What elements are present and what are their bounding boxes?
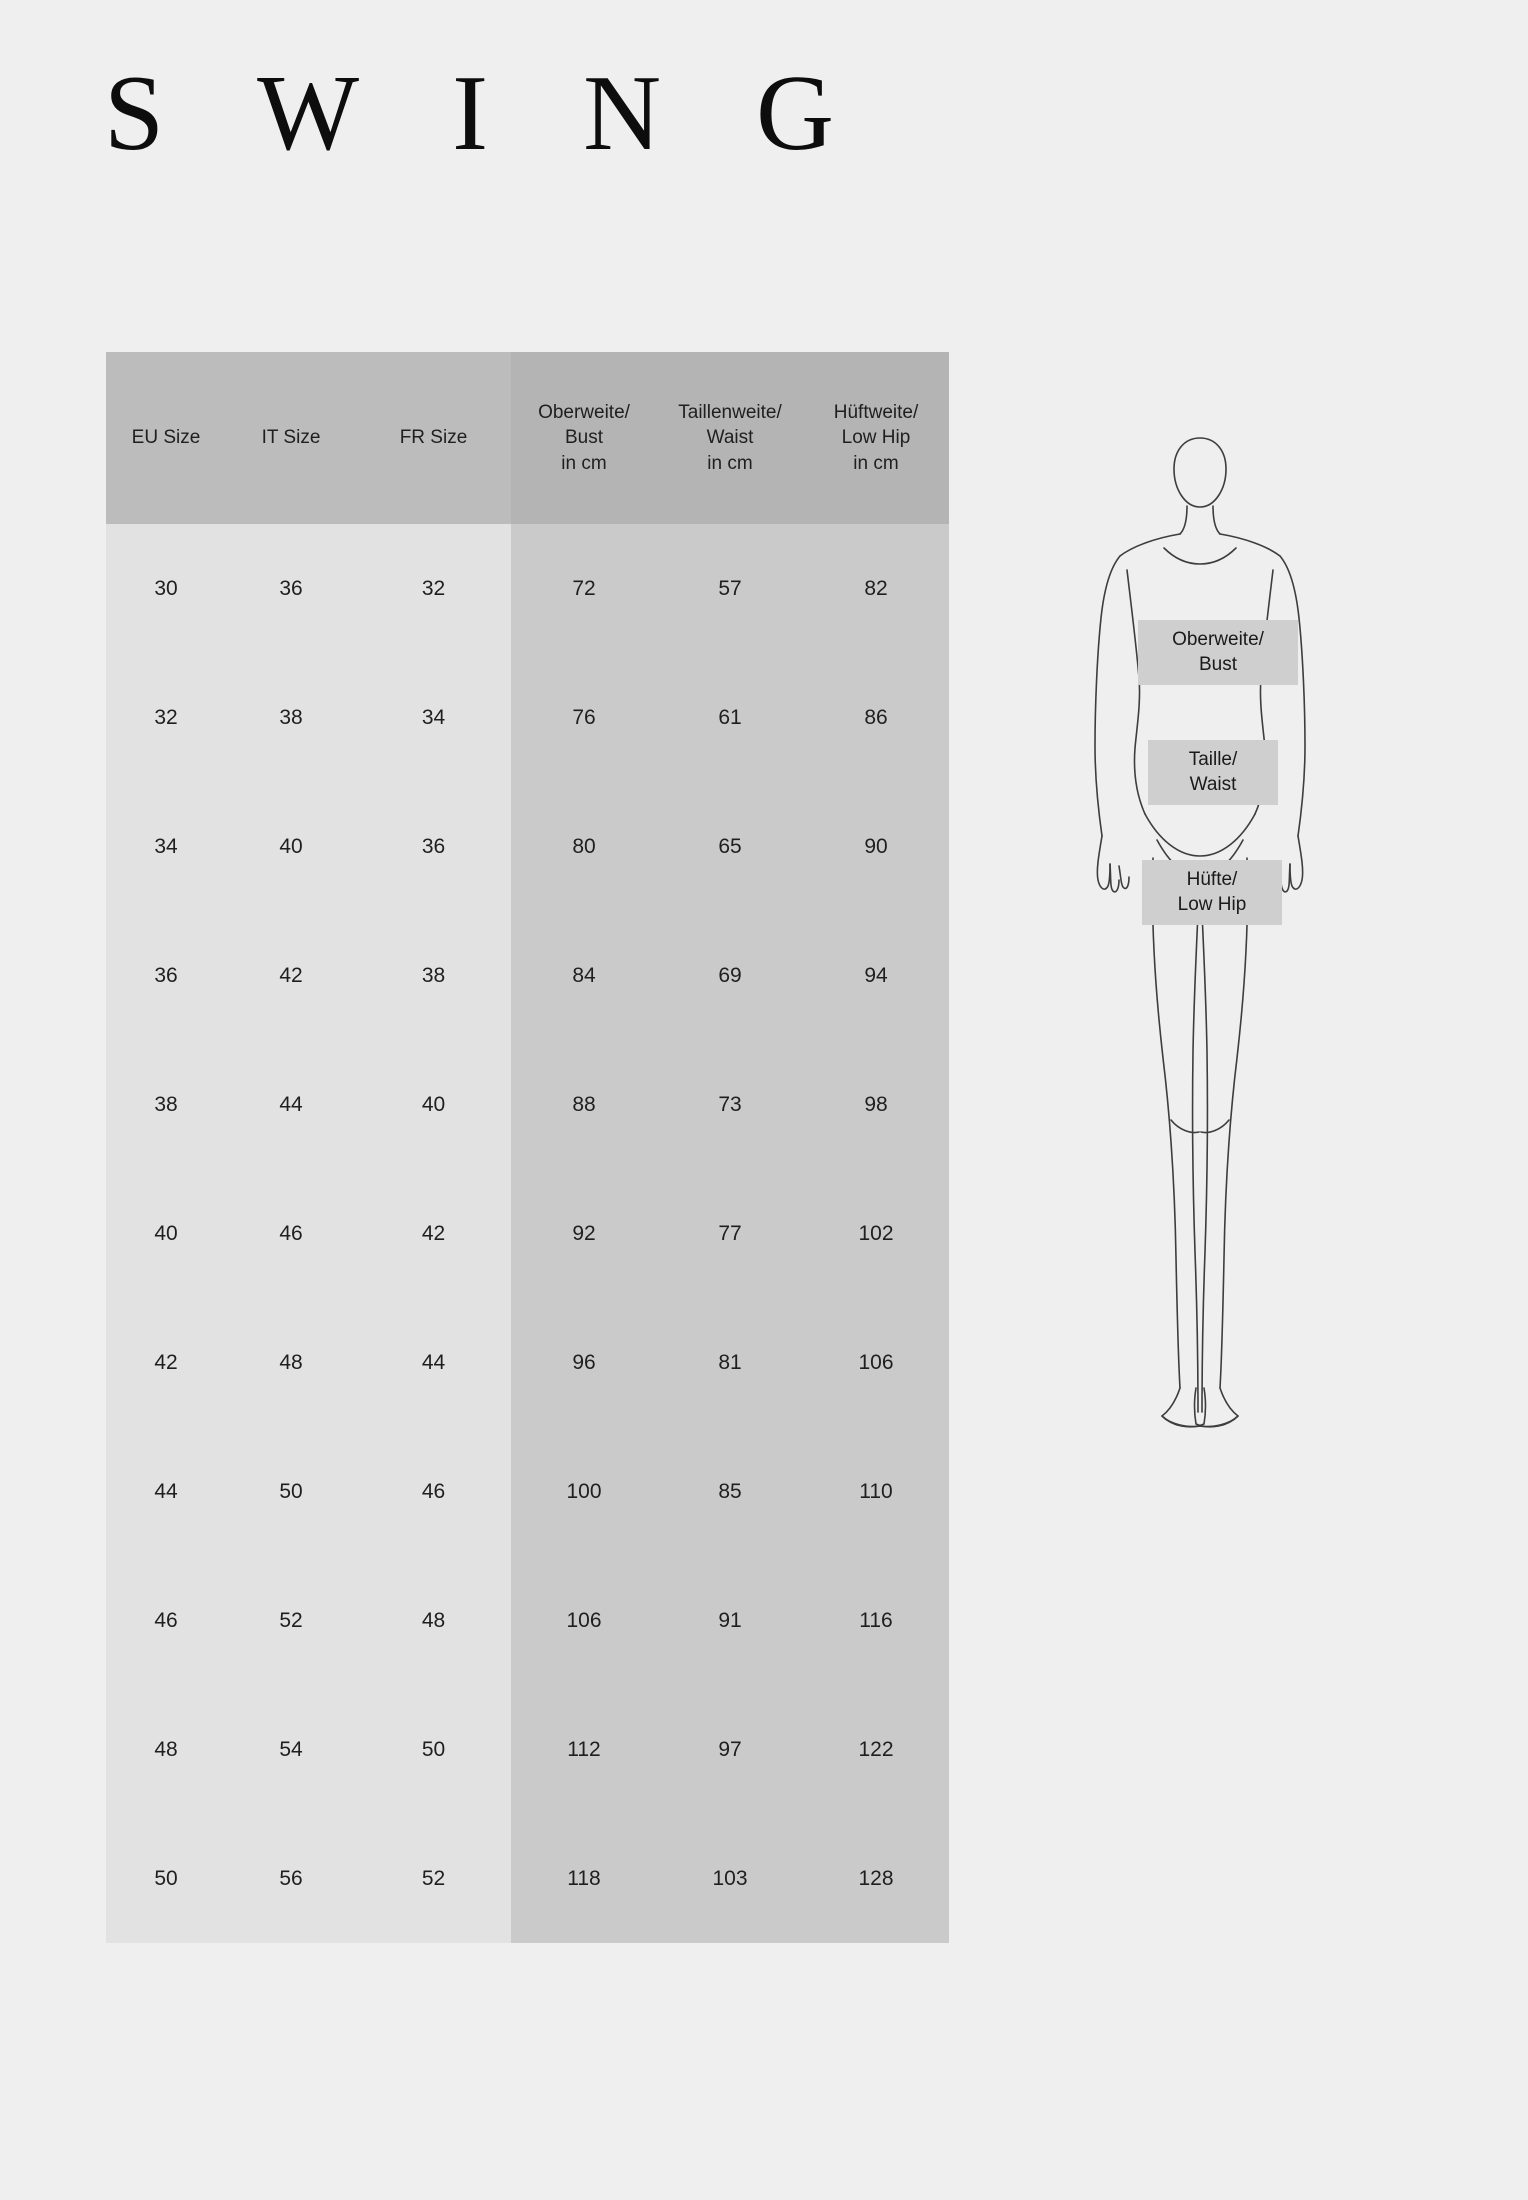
cell-fr-size: 38 [356,911,511,1040]
column-header-line-1: Oberweite/ [538,401,630,423]
cell-eu-size: 42 [106,1298,226,1427]
cell-waist: 69 [657,911,803,1040]
table-header [106,352,949,524]
cell-waist: 73 [657,1040,803,1169]
table-row [106,911,949,1040]
cell-eu-size: 46 [106,1556,226,1685]
cell-fr-size: 34 [356,653,511,782]
label-bust-line-2: Bust [1198,653,1238,675]
cell-bust: 72 [511,524,657,653]
column-header-line-1: IT Size [261,427,321,449]
cell-waist: 97 [657,1685,803,1814]
cell-it-size: 40 [226,782,356,911]
cell-fr-size: 52 [356,1814,511,1943]
cell-waist: 61 [657,653,803,782]
column-header-line-1: Hüftweite/ [833,401,919,423]
cell-low-hip: 116 [803,1556,949,1685]
cell-bust: 76 [511,653,657,782]
cell-it-size: 44 [226,1040,356,1169]
cell-fr-size: 46 [356,1427,511,1556]
cell-it-size: 56 [226,1814,356,1943]
cell-bust: 88 [511,1040,657,1169]
cell-it-size: 38 [226,653,356,782]
size-chart-table [106,352,949,1943]
column-header-line-3: in cm [853,452,899,474]
table-row [106,524,949,653]
table-row [106,782,949,911]
cell-it-size: 54 [226,1685,356,1814]
cell-bust: 100 [511,1427,657,1556]
cell-bust: 84 [511,911,657,1040]
cell-it-size: 50 [226,1427,356,1556]
table-row [106,653,949,782]
column-header-bust [511,352,657,524]
brand-logo: S W I N G [104,54,869,173]
label-low-hip-line-2: Low Hip [1177,893,1247,915]
cell-low-hip: 128 [803,1814,949,1943]
cell-bust: 118 [511,1814,657,1943]
column-header-it-size [226,352,356,524]
column-header-eu-size [106,352,226,524]
column-header-fr-size [356,352,511,524]
cell-low-hip: 82 [803,524,949,653]
cell-low-hip: 106 [803,1298,949,1427]
column-header-line-1: Taillenweite/ [678,401,782,423]
column-header-line-2: Low Hip [841,427,911,449]
cell-it-size: 48 [226,1298,356,1427]
table-row [106,1040,949,1169]
cell-waist: 65 [657,782,803,911]
column-header-line-2: Bust [564,427,604,449]
cell-waist: 57 [657,524,803,653]
cell-fr-size: 40 [356,1040,511,1169]
label-low-hip-line-1: Hüfte/ [1186,869,1238,890]
cell-low-hip: 86 [803,653,949,782]
cell-eu-size: 36 [106,911,226,1040]
column-header-line-3: in cm [561,452,607,474]
cell-it-size: 36 [226,524,356,653]
cell-bust: 92 [511,1169,657,1298]
cell-eu-size: 38 [106,1040,226,1169]
cell-fr-size: 44 [356,1298,511,1427]
cell-fr-size: 48 [356,1556,511,1685]
table-row [106,1427,949,1556]
column-header-line-1: FR Size [399,427,468,449]
cell-fr-size: 32 [356,524,511,653]
cell-fr-size: 36 [356,782,511,911]
label-bust [1138,620,1298,685]
cell-it-size: 42 [226,911,356,1040]
label-low-hip [1142,860,1282,925]
cell-eu-size: 30 [106,524,226,653]
cell-low-hip: 110 [803,1427,949,1556]
label-waist-line-1: Taille/ [1188,749,1238,770]
column-header-line-3: in cm [707,452,753,474]
column-header-line-2: Waist [706,427,754,449]
cell-eu-size: 44 [106,1427,226,1556]
column-header-low-hip [803,352,949,524]
cell-eu-size: 34 [106,782,226,911]
cell-low-hip: 90 [803,782,949,911]
cell-bust: 112 [511,1685,657,1814]
cell-it-size: 46 [226,1169,356,1298]
cell-fr-size: 50 [356,1685,511,1814]
column-header-waist [657,352,803,524]
table-row [106,1556,949,1685]
cell-eu-size: 50 [106,1814,226,1943]
table-header-row [106,352,949,524]
table-row [106,1298,949,1427]
table-row [106,1169,949,1298]
cell-eu-size: 32 [106,653,226,782]
label-waist [1148,740,1278,805]
cell-low-hip: 94 [803,911,949,1040]
cell-eu-size: 40 [106,1169,226,1298]
cell-low-hip: 122 [803,1685,949,1814]
body-figure [990,420,1410,1920]
cell-waist: 85 [657,1427,803,1556]
table-row [106,1685,949,1814]
cell-waist: 103 [657,1814,803,1943]
cell-bust: 106 [511,1556,657,1685]
table-row [106,1814,949,1943]
cell-it-size: 52 [226,1556,356,1685]
label-bust-line-1: Oberweite/ [1172,629,1264,650]
cell-waist: 77 [657,1169,803,1298]
label-waist-line-2: Waist [1189,773,1237,795]
cell-low-hip: 102 [803,1169,949,1298]
cell-waist: 91 [657,1556,803,1685]
cell-bust: 80 [511,782,657,911]
cell-eu-size: 48 [106,1685,226,1814]
cell-bust: 96 [511,1298,657,1427]
table-body [106,524,949,1943]
cell-fr-size: 42 [356,1169,511,1298]
cell-low-hip: 98 [803,1040,949,1169]
cell-waist: 81 [657,1298,803,1427]
column-header-line-1: EU Size [131,427,201,449]
